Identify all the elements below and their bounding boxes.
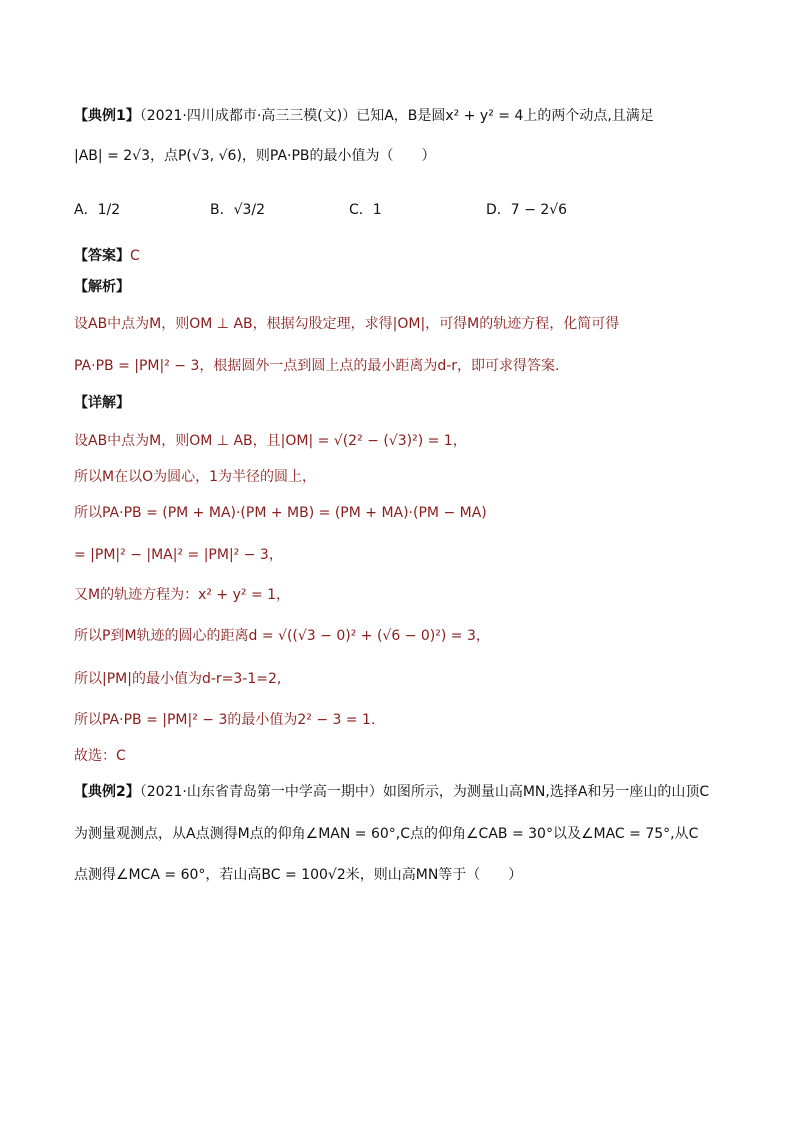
detail-line3: 所以PA·PB = (PM + MA)·(PM + MB) = (PM + MA)·(PM − MA) [74, 505, 487, 521]
answer-value: C [130, 248, 140, 264]
option-b: B．√3/2 [210, 202, 266, 218]
analysis-line1: 设AB中点为M，则OM ⊥ AB，根据勾股定理，求得|OM|，可得M的轨迹方程，化简可得 [74, 316, 620, 332]
example2-statement-line1 [74, 782, 720, 802]
example2-statement-line3: 点测得∠MCA = 60°，若山高BC = 100√2米，则山高MN等于（ ） [74, 867, 523, 883]
answer-label: 【答案】 [74, 248, 130, 264]
choice-line: 故选：C [74, 748, 126, 764]
option-d: D．7 − 2√6 [486, 202, 568, 218]
example2-tag: 【典例2】 [74, 784, 140, 800]
example2-line1-text: （2021·山东省青岛第一中学高一期中）如图所示，为测量山高MN,选择A和另一座山的山顶C [139, 784, 710, 800]
option-a: A．1/2 [74, 202, 121, 218]
detail-line1: 设AB中点为M，则OM ⊥ AB，且|OM| = √(2² − (√3)²) = 1， [74, 433, 467, 449]
detail-line6: 所以P到M轨迹的圆心的距离d = √((√3 − 0)² + (√6 − 0)²) = 3， [74, 628, 490, 644]
detail-line8: 所以PA·PB = |PM|² − 3的最小值为2² − 3 = 1. [74, 712, 376, 728]
detail-line5: 又M的轨迹方程为：x² + y² = 1， [74, 587, 291, 603]
detail-line7: 所以|PM|的最小值为d-r=3-1=2, [74, 671, 282, 687]
analysis-line2: PA·PB = |PM|² − 3，根据圆外一点到圆上点的最小距离为d-r，即可求得答案. [74, 358, 560, 374]
option-c: C．1 [349, 202, 382, 218]
example2-statement-line2: 为测量观测点，从A点测得M点的仰角∠MAN = 60°,C点的仰角∠CAB = 30°以及∠MAC = 75°,从C [74, 826, 699, 842]
example1-source-text: （2021·四川成都市·高三三模(文)）已知A，B是圆x² + y² = 4上的两个动点,且满足 [139, 108, 654, 124]
detail-label: 【详解】 [74, 395, 130, 411]
analysis-label: 【解析】 [74, 279, 130, 295]
example1-statement-line2: |AB| = 2√3，点P(√3, √6)，则PA·PB的最小值为（ ） [74, 148, 436, 164]
answer-line [74, 246, 720, 266]
detail-line2: 所以M在以O为圆心，1为半径的圆上， [74, 469, 317, 485]
example1-statement-line1 [74, 106, 720, 126]
detail-line4: = |PM|² − |MA|² = |PM|² − 3， [74, 547, 283, 563]
example1-tag: 【典例1】 [74, 108, 140, 124]
